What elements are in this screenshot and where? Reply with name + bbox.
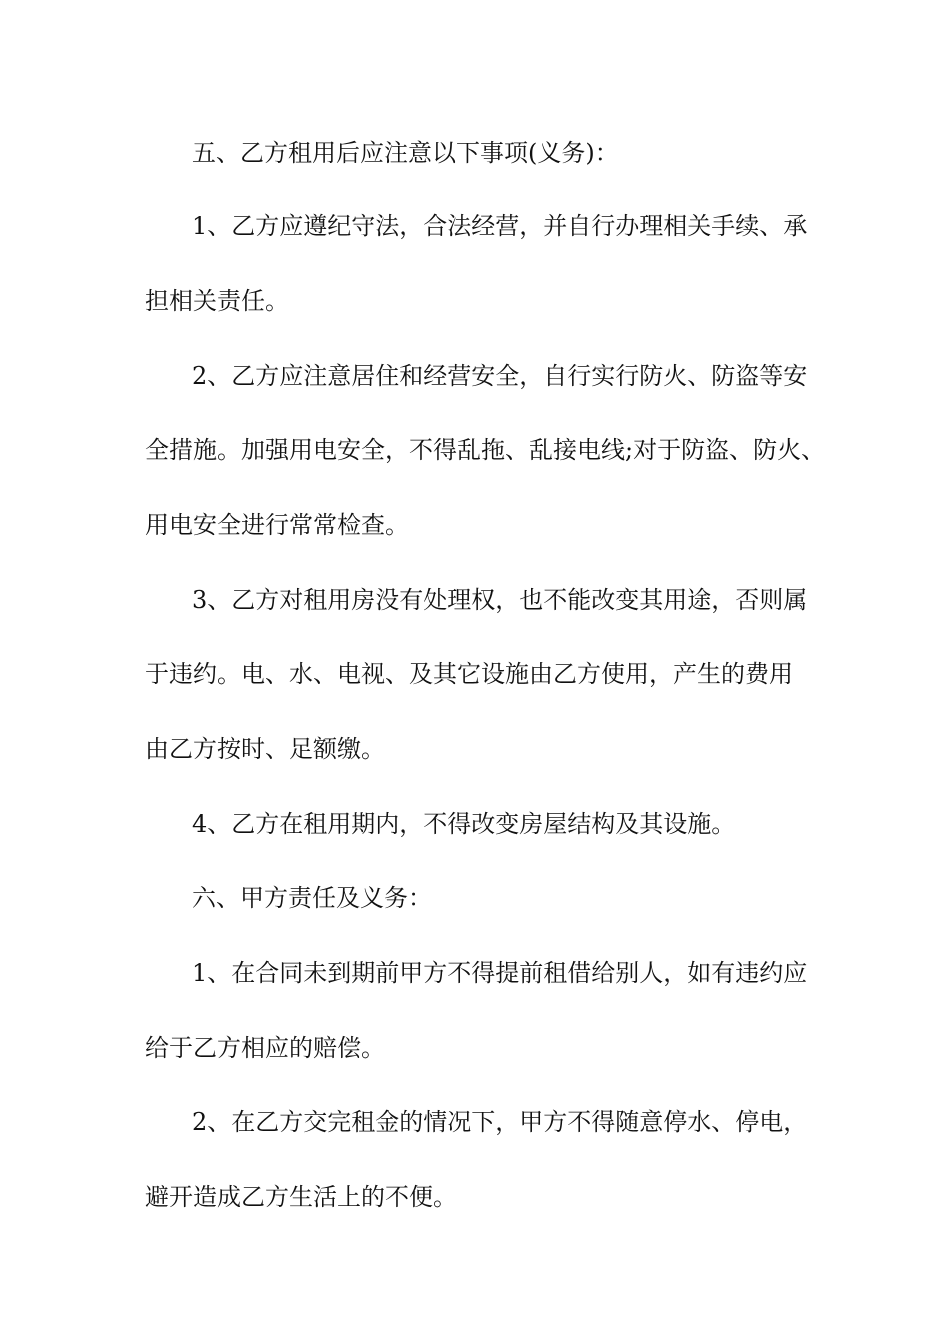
paragraph-line: 于违约。电、水、电视、及其它设施由乙方使用，产生的费用 (145, 660, 793, 688)
paragraph-line: 避开造成乙方生活上的不便。 (145, 1183, 457, 1211)
paragraph-line: 2、在乙方交完租金的情况下，甲方不得随意停水、停电， (192, 1108, 808, 1136)
paragraph-line: 1、在合同未到期前甲方不得提前租借给别人，如有违约应 (192, 959, 808, 987)
paragraph-line: 4、乙方在租用期内，不得改变房屋结构及其设施。 (192, 810, 736, 838)
section-six-heading: 六、甲方责任及义务： (192, 884, 432, 912)
paragraph-line: 全措施。加强用电安全，不得乱拖、乱接电线;对于防盗、防火、 (145, 436, 826, 464)
paragraph-line: 3、乙方对租用房没有处理权，也不能改变其用途，否则属 (192, 586, 808, 614)
paragraph-line: 用电安全进行常常检查。 (145, 511, 409, 539)
paragraph-line: 给于乙方相应的赔偿。 (145, 1034, 385, 1062)
paragraph-line: 1、乙方应遵纪守法，合法经营，并自行办理相关手续、承 (192, 212, 808, 240)
section-five-heading: 五、乙方租用后应注意以下事项(义务)： (192, 139, 619, 167)
paragraph-line: 由乙方按时、足额缴。 (145, 735, 385, 763)
paragraph-line: 担相关责任。 (145, 287, 289, 315)
paragraph-line: 2、乙方应注意居住和经营安全，自行实行防火、防盗等安 (192, 362, 808, 390)
